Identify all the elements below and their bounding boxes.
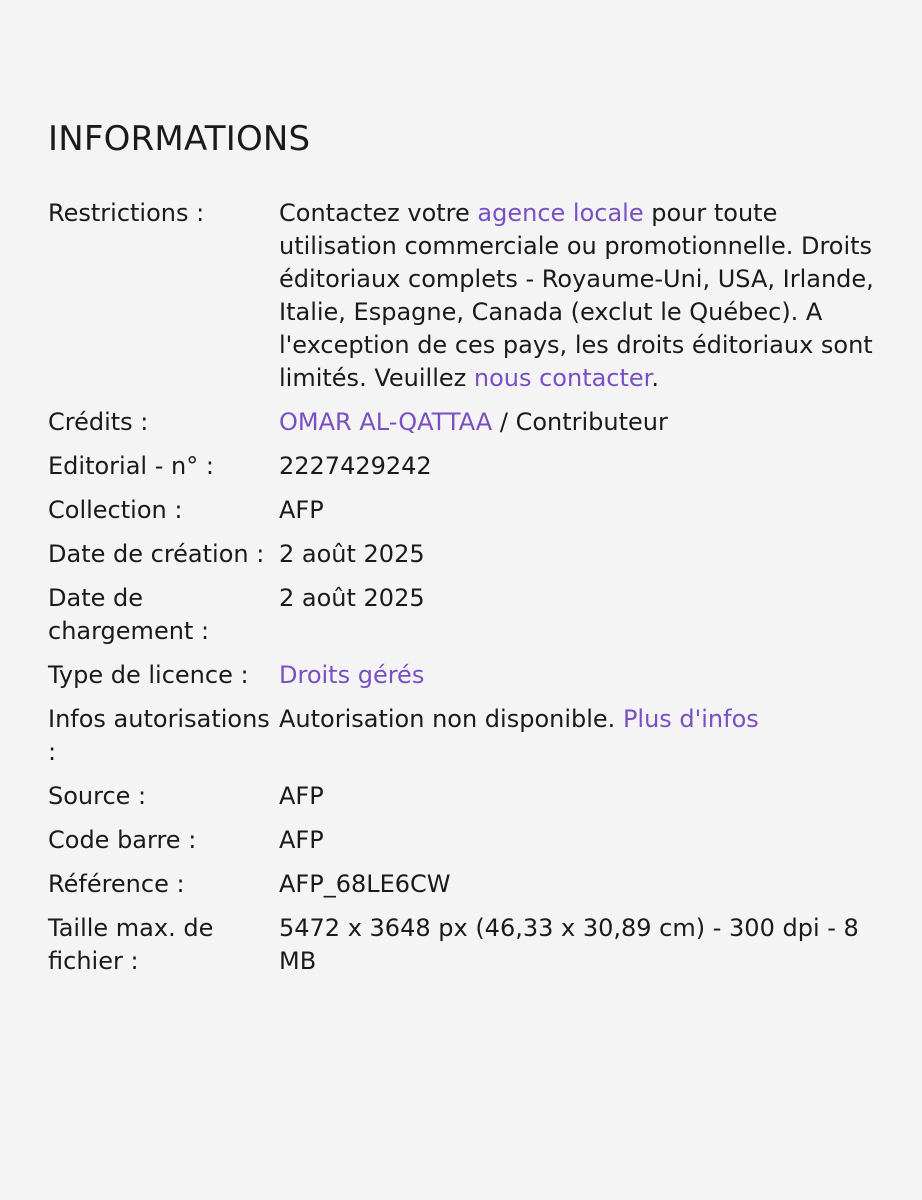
info-row-restrictions [48, 197, 874, 395]
max-size-label: Taille max. de fichier : [48, 914, 214, 975]
info-row-reference [48, 868, 874, 901]
upload-date-value: 2 août 2025 [279, 584, 425, 612]
creation-date-label: Date de création : [48, 540, 265, 568]
info-row-creation-date [48, 538, 874, 571]
source-label: Source : [48, 782, 147, 810]
license-type-link[interactable]: Droits gérés [279, 661, 425, 689]
creation-date-value: 2 août 2025 [279, 540, 425, 568]
photographer-link[interactable]: OMAR AL-QATTAA [279, 408, 493, 436]
info-row-source [48, 780, 874, 813]
collection-label: Collection : [48, 496, 183, 524]
restrictions-text-after: . [651, 364, 659, 392]
source-value: AFP [279, 782, 324, 810]
reference-value: AFP_68LE6CW [279, 870, 451, 898]
contact-us-link[interactable]: nous contacter [473, 364, 652, 392]
info-row-editorial [48, 450, 874, 483]
collection-value: AFP [279, 496, 324, 524]
reference-label: Référence : [48, 870, 185, 898]
local-agency-link[interactable]: agence locale [477, 199, 644, 227]
editorial-value: 2227429242 [279, 452, 432, 480]
authorizations-value [279, 703, 874, 736]
max-size-value: 5472 x 3648 px (46,33 x 30,89 cm) - 300 dpi - 8 MB [279, 914, 859, 975]
authorizations-text: Autorisation non disponible. [279, 705, 623, 733]
info-row-max-size [48, 912, 874, 978]
info-row-barcode [48, 824, 874, 857]
credits-value [279, 406, 874, 439]
contributor-text: / Contributeur [492, 408, 668, 436]
info-row-collection [48, 494, 874, 527]
authorizations-label: Infos autorisations : [48, 705, 270, 766]
more-info-link[interactable]: Plus d'infos [622, 705, 759, 733]
barcode-value: AFP [279, 826, 324, 854]
restrictions-text-before: Contactez votre [279, 199, 478, 227]
section-title: INFORMATIONS [48, 119, 311, 159]
restrictions-label: Restrictions : [48, 199, 205, 227]
editorial-label: Editorial - n° : [48, 452, 214, 480]
info-list [48, 197, 874, 978]
info-row-authorizations [48, 703, 874, 769]
info-row-credits [48, 406, 874, 439]
barcode-label: Code barre : [48, 826, 197, 854]
license-type-label: Type de licence : [48, 661, 249, 689]
restrictions-value [279, 197, 874, 395]
restrictions-text-middle: pour toute utilisation commerciale ou promotionnelle. Droits éditoriaux complets - Royaume-Uni, USA, Irlande, Italie, Espagne, Canada (exclut le Québec). A l'exception de ces pays, les droits éditoriaux sont limités. Veuillez [279, 199, 874, 392]
info-row-upload-date [48, 582, 874, 648]
license-type-value [279, 659, 874, 692]
credits-label: Crédits : [48, 408, 149, 436]
info-row-license-type [48, 659, 874, 692]
upload-date-label: Date de chargement : [48, 584, 210, 645]
